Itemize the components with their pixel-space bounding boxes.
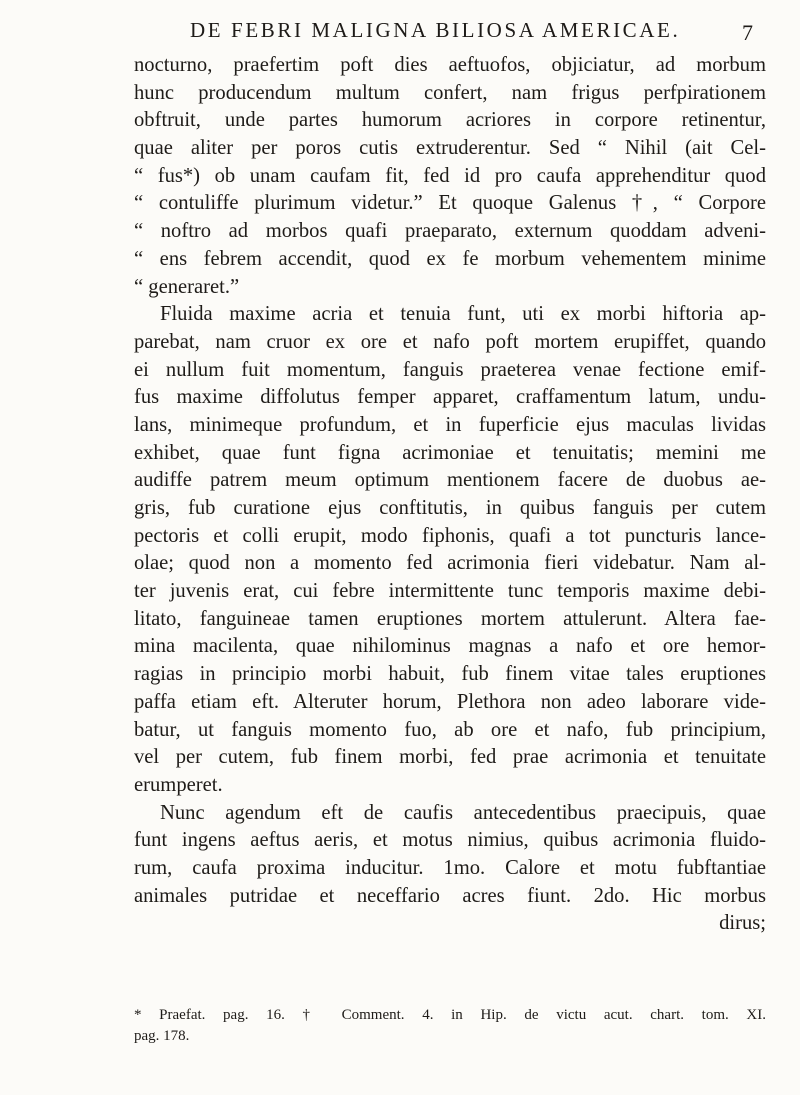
- text-line: quae aliter per poros cutis extruderentur. Sed “ Nihil (ait Cel-: [134, 137, 766, 160]
- body-text: [134, 52, 766, 938]
- text-line: paffa etiam eft. Alteruter horum, Plethora non adeo laborare vide-: [134, 690, 766, 713]
- text-line: “ ens febrem accendit, quod ex fe morbum vehementem minime: [134, 247, 766, 270]
- text-line: parebat, nam cruor ex ore et nafo poft mortem erupiffet, quando: [134, 330, 766, 353]
- text-line: “ contuliffe plurimum videtur.” Et quoque Galenus †, “ Corpore: [134, 192, 766, 215]
- paragraph-start: Fluida maxime acria et tenuia funt, uti ex morbi hiftoria ap-: [160, 303, 766, 326]
- text-line: olae; quod non a momento fed acrimonia fieri videbatur. Nam al-: [134, 552, 766, 575]
- text-line: exhibet, quae funt figna acrimoniae et tenuitatis; memini me: [134, 441, 766, 464]
- page-number: 7: [742, 20, 753, 45]
- running-title: DE FEBRI MALIGNA BILIOSA AMERICAE.: [190, 18, 681, 42]
- footnotes: [134, 1005, 766, 1047]
- text-line: lans, minimeque profundum, et in fuperficie ejus maculas lividas: [134, 413, 766, 436]
- text-line: ter juvenis erat, cui febre intermittente tunc temporis maxime debi-: [134, 580, 766, 603]
- paragraph-start: Nunc agendum eft de caufis antecedentibus praecipuis, quae: [160, 801, 766, 824]
- text-line: “ generaret.”: [134, 275, 240, 298]
- text-line: litato, fanguineae tamen eruptiones mortem attulerunt. Altera fae-: [134, 607, 766, 630]
- text-line: obftruit, unde partes humorum acriores in corpore retinentur,: [134, 109, 766, 132]
- text-line: rum, caufa proxima inducitur. 1mo. Calore et motu fubftantiae: [134, 856, 766, 879]
- text-line: “ noftro ad morbos quafi praeparato, externum quoddam adveni-: [134, 220, 766, 243]
- catchword: dirus;: [719, 912, 766, 935]
- text-line: audiffe patrem meum optimum mentionem facere de duobus ae-: [134, 469, 766, 492]
- text-line: pectoris et colli erupit, modo fiphonis, quafi a tot puncturis lance-: [134, 524, 766, 547]
- text-line: ragias in principio morbi habuit, fub finem vitae tales eruptiones: [134, 663, 766, 686]
- text-line: nocturno, praefertim poft dies aeftuofos, objiciatur, ad morbum: [134, 54, 766, 76]
- text-line: fus maxime diffolutus femper apparet, craffamentum latum, undu-: [134, 386, 766, 409]
- text-line: vel per cutem, fub finem morbi, fed prae acrimonia et tenuitate: [134, 746, 766, 769]
- text-line: mina macilenta, quae nihilominus magnas a nafo et ore hemor-: [134, 635, 766, 658]
- text-line: erumperet.: [134, 773, 223, 796]
- footnote-line: pag. 178.: [134, 1028, 190, 1044]
- text-line: ei nullum fuit momentum, fanguis praeterea venae fectione emif-: [134, 358, 766, 381]
- text-line: gris, fub curatione ejus conftitutis, in quibus fanguis per cutem: [134, 497, 766, 519]
- text-line: funt ingens aeftus aeris, et motus nimius, quibus acrimonia fluido-: [134, 829, 766, 852]
- footnote-line: * Praefat. pag. 16. † Comment. 4. in Hip. de victu acut. chart. tom. XI.: [134, 1007, 766, 1023]
- text-line: animales putridae et neceffario acres fiunt. 2do. Hic morbus: [134, 884, 766, 907]
- page-header: [190, 14, 753, 50]
- text-line: “ fus*) ob unam caufam fit, fed id pro caufa apprehenditur quod: [134, 164, 766, 187]
- text-line: batur, ut fanguis momento fuo, ab ore et nafo, fub principium,: [134, 718, 766, 741]
- text-line: hunc producendum multum confert, nam frigus perfpirationem: [134, 81, 766, 104]
